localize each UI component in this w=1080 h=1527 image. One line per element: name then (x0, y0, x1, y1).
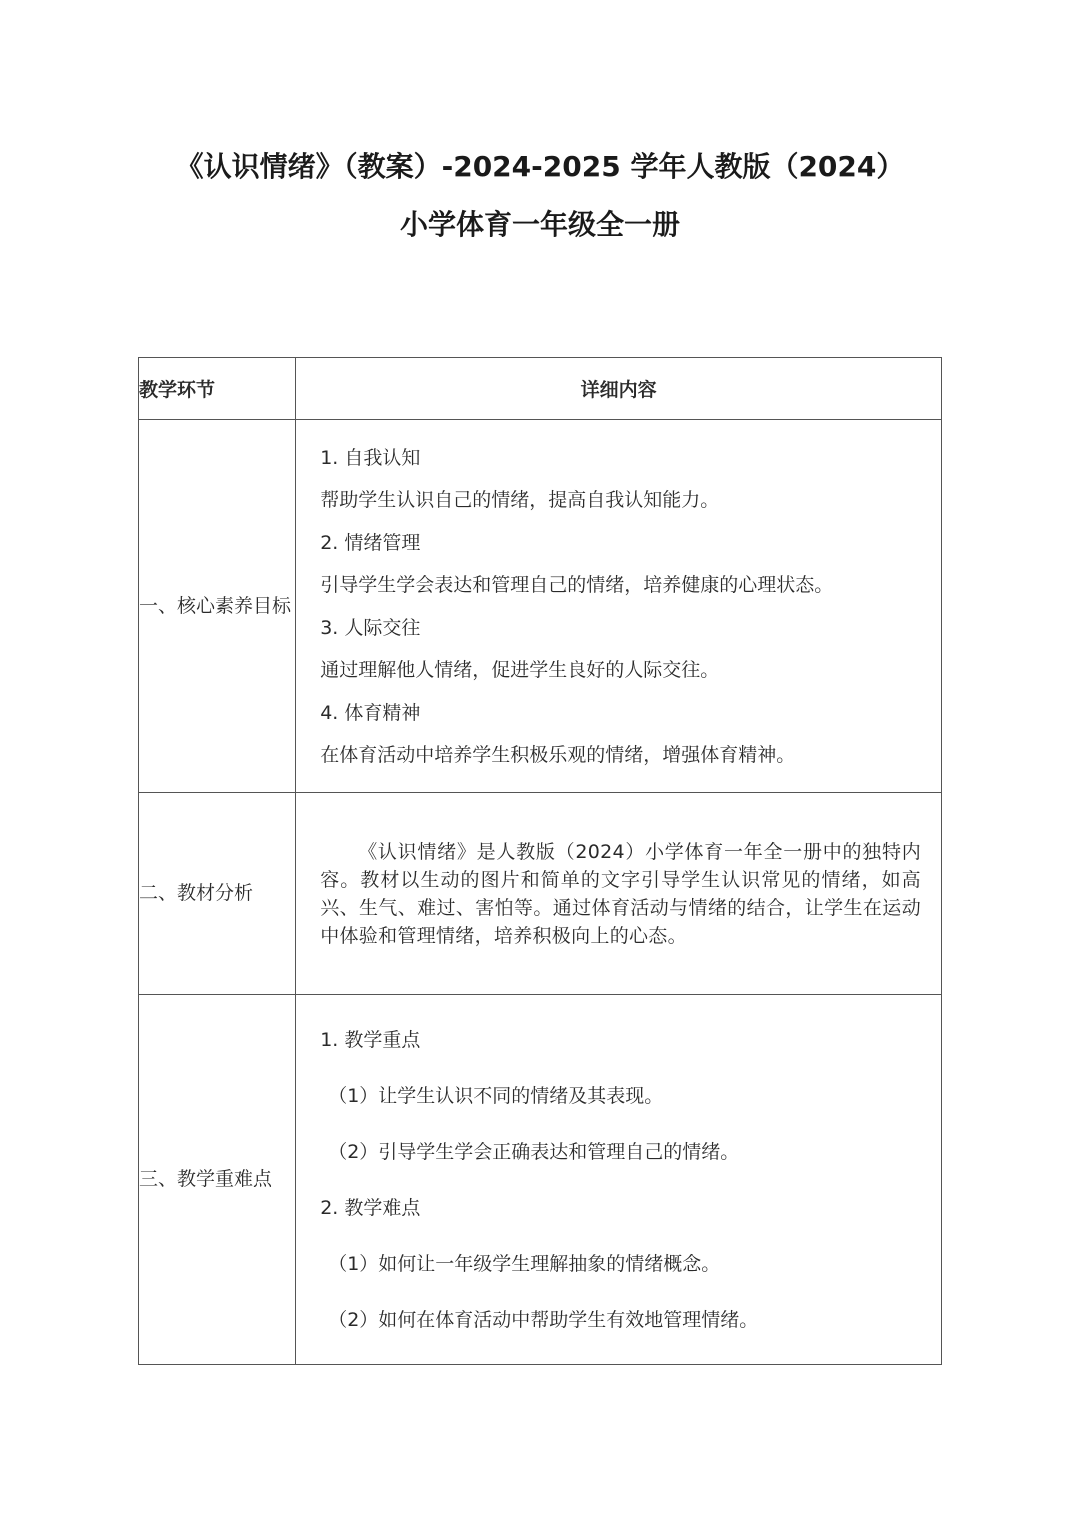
item-title: 4. 体育精神 (320, 701, 421, 724)
list-item: （2）如何在体育活动中帮助学生有效地管理情绪。 (328, 1308, 759, 1331)
textbook-analysis-paragraph: 《认识情绪》是人教版（2024）小学体育一年全一册中的独特内容。教材以生动的图片和简单的文字引导学生认识常见的情绪，如高兴、生气、难过、害怕等。通过体育活动与情绪的结合，让学生在运动中体验和管理情绪，培养积极向上的心态。 (320, 840, 921, 947)
list-item: （1）如何让一年级学生理解抽象的情绪概念。 (328, 1252, 721, 1275)
table-row (139, 420, 942, 793)
table-row (139, 793, 942, 995)
section-content (296, 995, 942, 1365)
list-heading: 2. 教学难点 (320, 1196, 421, 1219)
list-item: （2）引导学生学会正确表达和管理自己的情绪。 (328, 1140, 740, 1163)
item-text: 通过理解他人情绪，促进学生良好的人际交往。 (320, 658, 720, 681)
lesson-plan-table (138, 357, 942, 1365)
page-title (0, 138, 1080, 254)
item-title: 2. 情绪管理 (320, 531, 421, 554)
header-teaching-stage: 教学环节 (139, 358, 296, 420)
title-line-2: 小学体育一年级全一册 (399, 208, 680, 241)
item-text: 在体育活动中培养学生积极乐观的情绪，增强体育精神。 (320, 743, 796, 766)
section-content (296, 793, 942, 995)
item-title: 3. 人际交往 (320, 616, 421, 639)
title-line-1: 《认识情绪》（教案）-2024-2025 学年人教版（2024） (175, 150, 905, 183)
section-label: 三、教学重难点 (139, 995, 296, 1365)
item-text: 帮助学生认识自己的情绪，提高自我认知能力。 (320, 488, 720, 511)
section-content (296, 420, 942, 793)
table-row (139, 995, 942, 1365)
section-label: 二、教材分析 (139, 793, 296, 995)
item-title: 1. 自我认知 (320, 446, 421, 469)
list-item: （1）让学生认识不同的情绪及其表现。 (328, 1084, 664, 1107)
table-header-row (139, 358, 942, 420)
header-detail-content: 详细内容 (296, 358, 942, 420)
list-heading: 1. 教学重点 (320, 1028, 421, 1051)
item-text: 引导学生学会表达和管理自己的情绪，培养健康的心理状态。 (320, 573, 834, 596)
section-label: 一、核心素养目标 (139, 420, 296, 793)
